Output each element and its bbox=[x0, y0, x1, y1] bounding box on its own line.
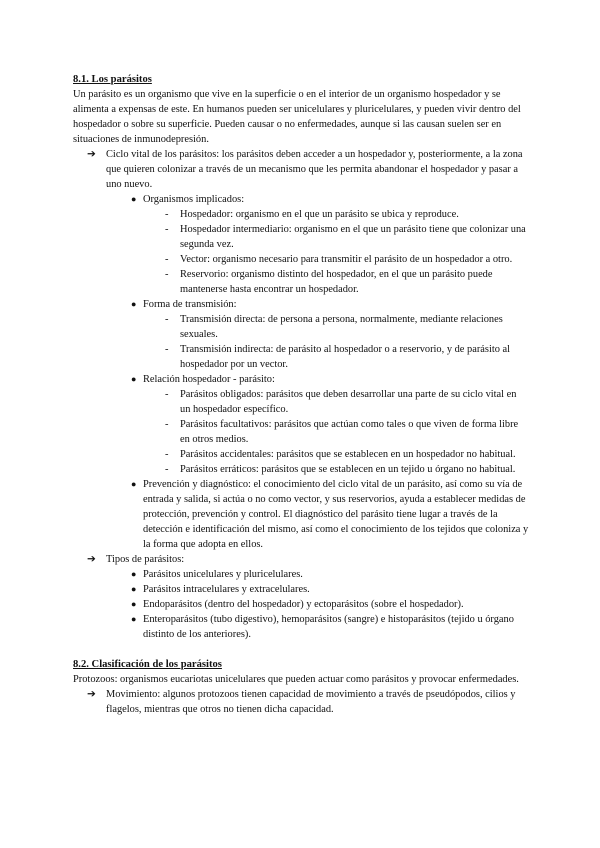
section2-intro: Protozoos: organismos eucariotas unicelulares que pueden actuar como parásitos y provocar enfermedades. bbox=[73, 674, 519, 685]
bullet-item-transmision bbox=[73, 297, 529, 312]
transmision-title: Forma de transmisión: bbox=[143, 299, 237, 310]
arrow-icon: ➔ bbox=[87, 554, 96, 565]
dash-item bbox=[73, 222, 529, 252]
arrow-item-ciclo bbox=[73, 147, 529, 192]
dash-item bbox=[73, 342, 529, 372]
bullet-item bbox=[73, 582, 529, 597]
bullet-icon: ● bbox=[131, 299, 137, 309]
bullet-icon: ● bbox=[131, 479, 137, 489]
dash-item bbox=[73, 207, 529, 222]
prevencion-text: Prevención y diagnóstico: el conocimiento del ciclo vital de un parásito, así como su vía de entrada y salida, si actúa o no como vector, y sus reservorios, ayuda a establecer medidas de protección, prevención y control. El diagnóstico del parásito tiene lugar a través de la detección e identificación del mismo, así como el conocimiento de los tejidos que coloniza y la forma que adopta en ellos. bbox=[143, 479, 529, 550]
tipo-text: Parásitos intracelulares y extracelulares. bbox=[143, 584, 310, 595]
bullet-icon: ● bbox=[131, 614, 137, 624]
dash-item bbox=[73, 387, 529, 417]
arrow-icon: ➔ bbox=[87, 149, 96, 160]
ciclo-text: Ciclo vital de los parásitos: los parásitos deben acceder a un hospedador y, posteriormente, a la zona que quieren colonizar a través de un mecanismo que les permita abandonar el hospedador y pasar a uno nuevo. bbox=[106, 149, 523, 190]
dash-item bbox=[73, 447, 529, 462]
bullet-item-prevencion bbox=[73, 477, 529, 552]
relacion-text: Parásitos obligados: parásitos que deben desarrollar una parte de su ciclo vital en un hospedador específico. bbox=[180, 389, 517, 415]
bullet-icon: ● bbox=[131, 599, 137, 609]
bullet-item bbox=[73, 597, 529, 612]
bullet-icon: ● bbox=[131, 194, 137, 204]
dash-icon: - bbox=[165, 269, 169, 280]
dash-item bbox=[73, 267, 529, 297]
transmision-text: Transmisión indirecta: de parásito al hospedador o a reservorio, y de parásito al hospedador por un vector. bbox=[180, 344, 511, 370]
dash-item bbox=[73, 417, 529, 447]
section-heading-8-1: 8.1. Los parásitos bbox=[73, 74, 152, 85]
dash-icon: - bbox=[165, 464, 169, 475]
dash-icon: - bbox=[165, 389, 169, 400]
section1-intro: Un parásito es un organismo que vive en la superficie o en el interior de un organismo hospedador y se alimenta a expensas de este. En humanos pueden ser unicelulares y pluricelulares, y pueden vivir dentro del hospedador o sobre su superficie. Pueden causar o no enfermedades, aunque si las causan suelen ser en situaciones de inmunodepresión. bbox=[73, 89, 521, 145]
dash-icon: - bbox=[165, 254, 169, 265]
arrow-item-movimiento bbox=[73, 687, 529, 717]
relacion-text: Parásitos facultativos: parásitos que actúan como tales o que viven de forma libre en otros medios. bbox=[180, 419, 519, 445]
dash-icon: - bbox=[165, 344, 169, 355]
bullet-item-organismos bbox=[73, 192, 529, 207]
organismo-text: Vector: organismo necesario para transmitir el parásito de un hospedador a otro. bbox=[180, 254, 513, 265]
arrow-icon: ➔ bbox=[87, 689, 96, 700]
bullet-item-relacion bbox=[73, 372, 529, 387]
dash-icon: - bbox=[165, 209, 169, 220]
movimiento-text: Movimiento: algunos protozoos tienen capacidad de movimiento a través de pseudópodos, cilios y flagelos, mientras que otros no tienen dicha capacidad. bbox=[106, 689, 516, 715]
bullet-icon: ● bbox=[131, 374, 137, 384]
section-8-2 bbox=[73, 657, 529, 717]
arrow-item-tipos bbox=[73, 552, 529, 567]
relacion-title: Relación hospedador - parásito: bbox=[143, 374, 275, 385]
dash-item bbox=[73, 462, 529, 477]
section-heading-8-2: 8.2. Clasificación de los parásitos bbox=[73, 659, 222, 670]
organismo-text: Hospedador intermediario: organismo en el que un parásito tiene que colonizar una segunda vez. bbox=[180, 224, 526, 250]
bullet-icon: ● bbox=[131, 584, 137, 594]
organismo-text: Reservorio: organismo distinto del hospedador, en el que un parásito puede mantenerse hasta encontrar un hospedador. bbox=[180, 269, 493, 295]
bullet-item bbox=[73, 567, 529, 582]
bullet-item bbox=[73, 612, 529, 642]
tipo-text: Enteroparásitos (tubo digestivo), hemoparásitos (sangre) e histoparásitos (tejido u órgano distinto de los anteriores). bbox=[143, 614, 514, 640]
dash-icon: - bbox=[165, 314, 169, 325]
document-content bbox=[73, 72, 529, 717]
dash-item bbox=[73, 312, 529, 342]
dash-icon: - bbox=[165, 449, 169, 460]
transmision-text: Transmisión directa: de persona a persona, normalmente, mediante relaciones sexuales. bbox=[180, 314, 503, 340]
relacion-text: Parásitos accidentales: parásitos que se establecen en un hospedador no habitual. bbox=[180, 449, 516, 460]
dash-icon: - bbox=[165, 419, 169, 430]
tipo-text: Endoparásitos (dentro del hospedador) y ectoparásitos (sobre el hospedador). bbox=[143, 599, 464, 610]
tipos-title: Tipos de parásitos: bbox=[106, 554, 185, 565]
relacion-text: Parásitos erráticos: parásitos que se establecen en un tejido u órgano no habitual. bbox=[180, 464, 516, 475]
bullet-icon: ● bbox=[131, 569, 137, 579]
dash-icon: - bbox=[165, 224, 169, 235]
dash-item bbox=[73, 252, 529, 267]
organismo-text: Hospedador: organismo en el que un parásito se ubica y reproduce. bbox=[180, 209, 459, 220]
tipo-text: Parásitos unicelulares y pluricelulares. bbox=[143, 569, 303, 580]
organismos-title: Organismos implicados: bbox=[143, 194, 245, 205]
